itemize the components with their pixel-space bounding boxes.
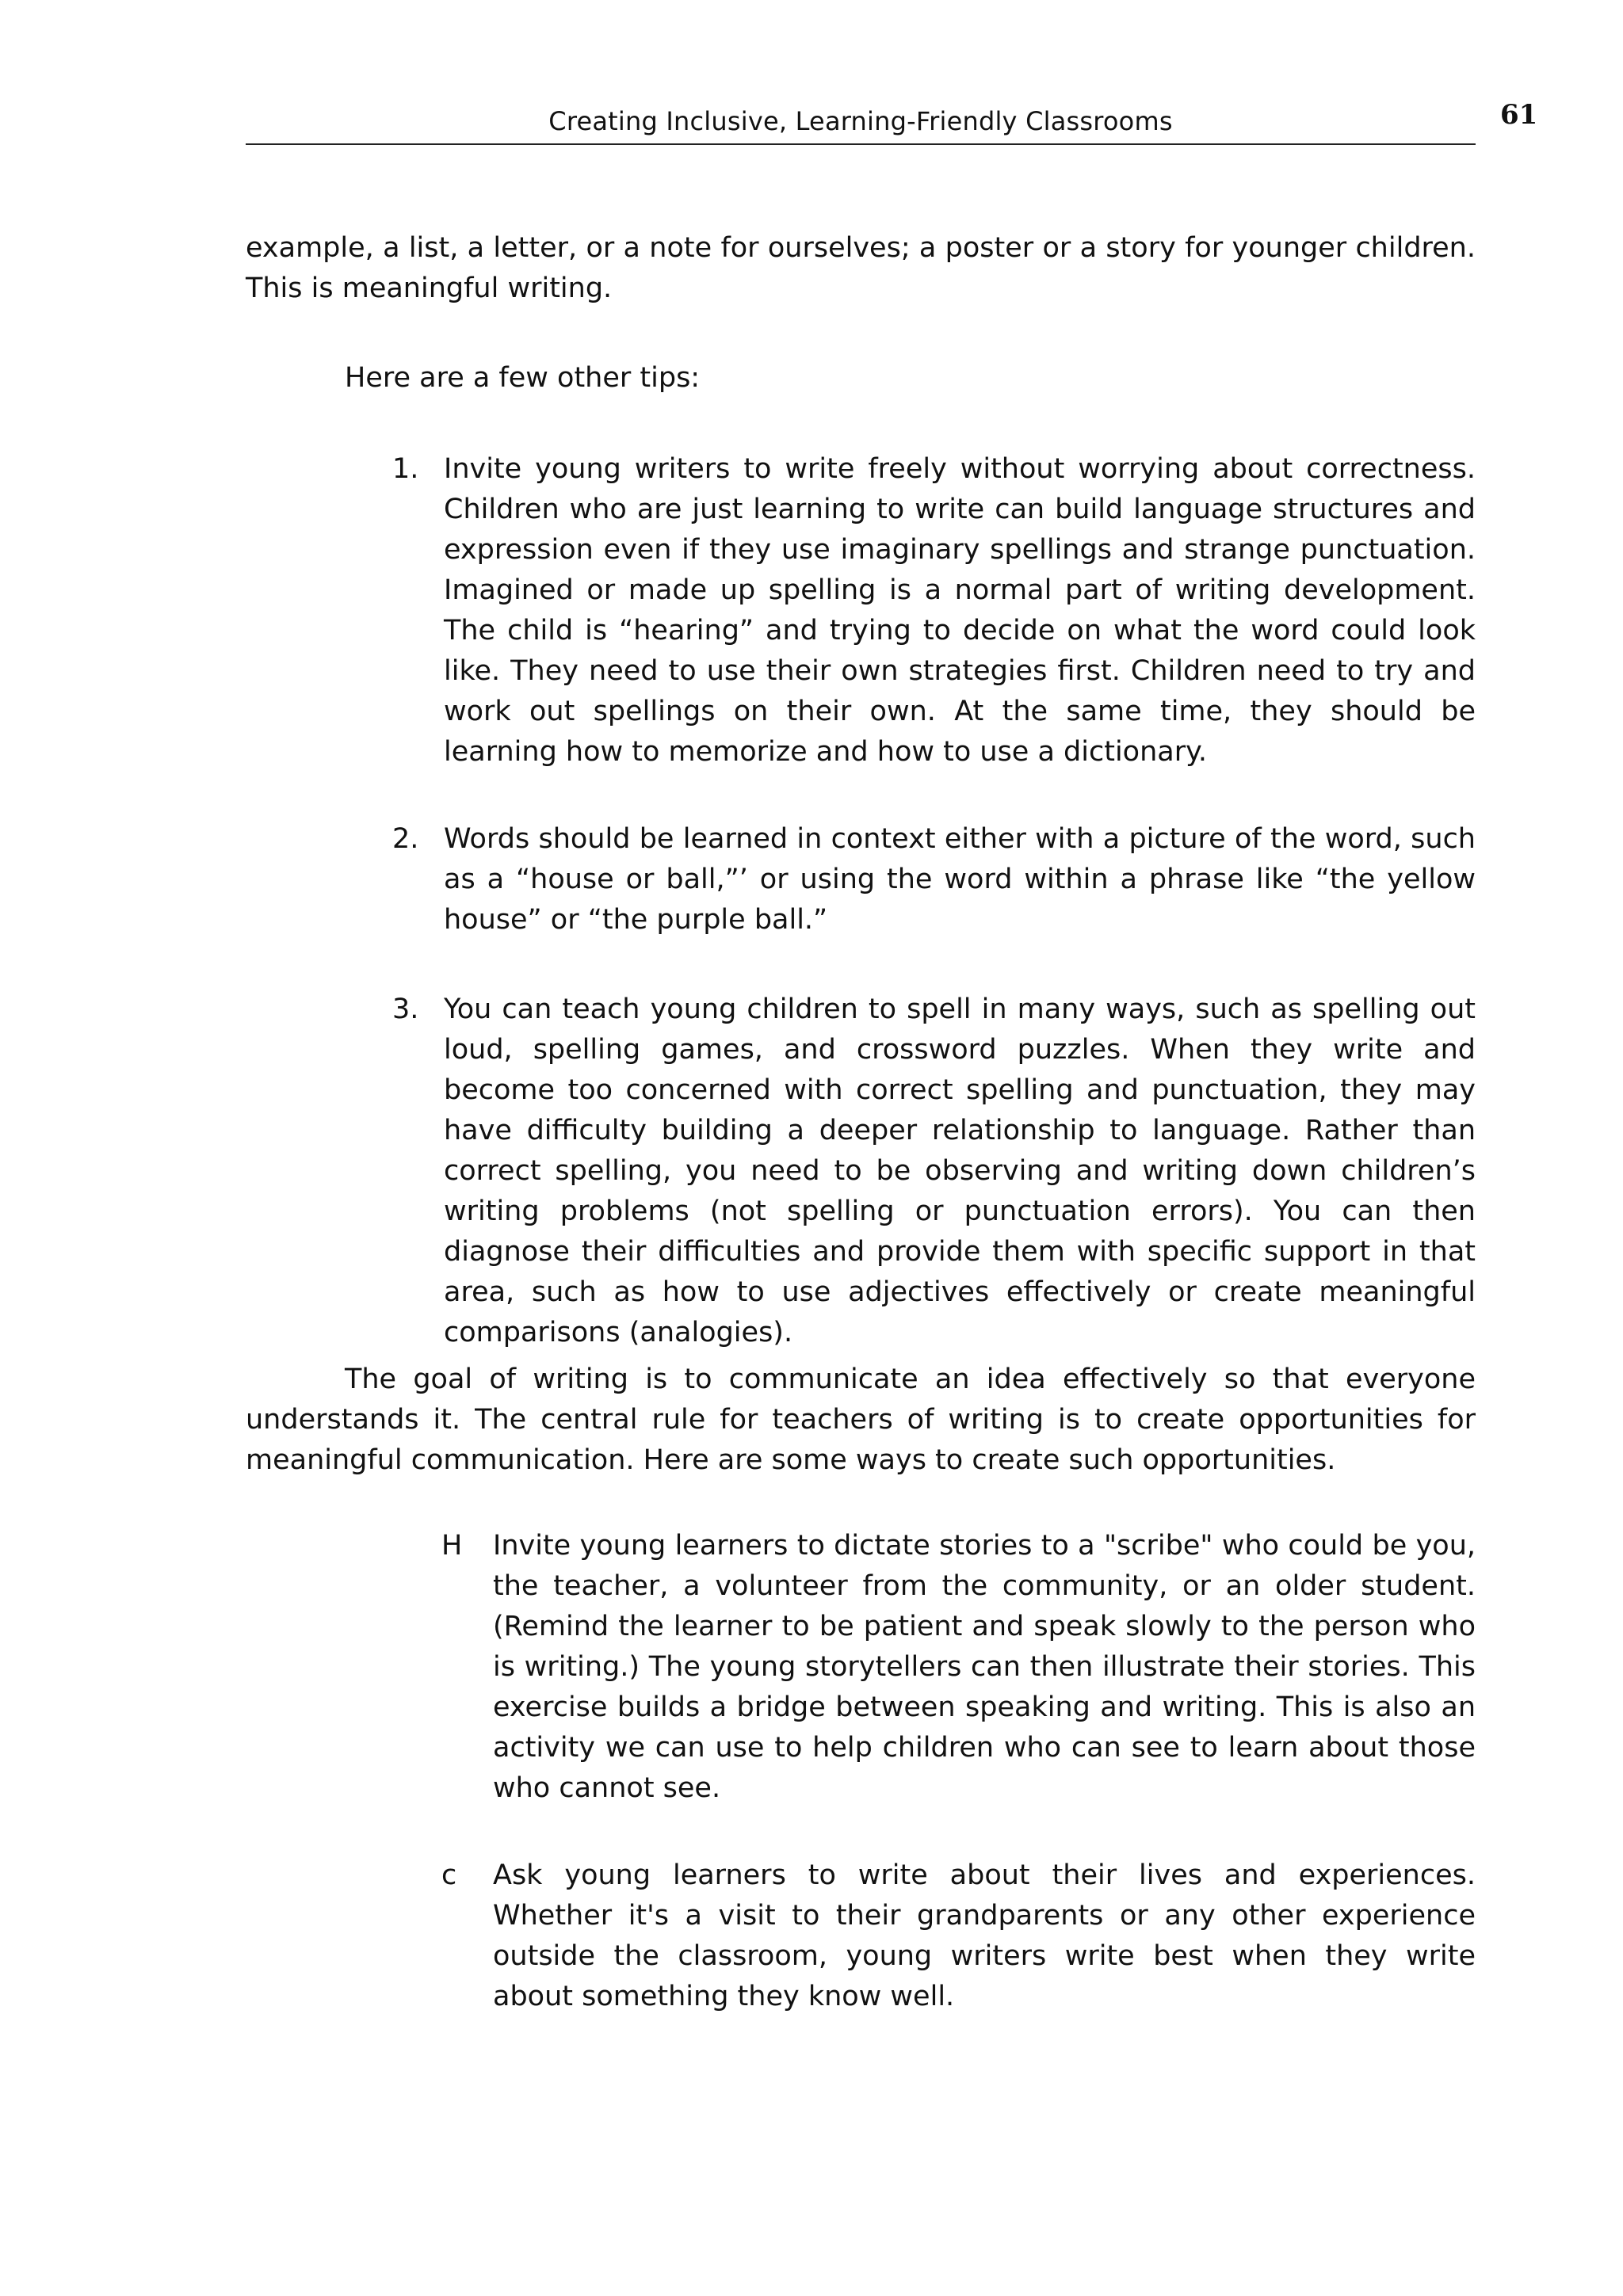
bullet-marker: c <box>441 1859 457 1891</box>
bullet-item-text: Invite young learners to dictate stories to a "scribe" who could be you, the teacher, a volunteer from the community, or an older student. (Remind the learner to be patient and speak slowly to the person who is writing.) The young storytellers can then illustrate their stories. This exercise builds a bridge between speaking and writing. This is also an activity we can use to help children who can see to learn about those who cannot see. <box>493 1530 1476 1804</box>
running-header: Creating Inclusive, Learning-Friendly Classrooms <box>548 106 1173 136</box>
bullet-item-text: Ask young learners to write about their lives and experiences. Whether it's a visit to their grandparents or any other experience outside the classroom, young writers write best when they write about something they know well. <box>493 1859 1476 2012</box>
goal-paragraph: The goal of writing is to communicate an idea effectively so that everyone understands it. The central rule for teachers of writing is to create opportunities for meaningful communication. Here are some ways to create such opportunities. <box>246 1363 1476 1476</box>
header-rule <box>246 143 1476 145</box>
list-item-text: Words should be learned in context either with a picture of the word, such as a “house or ball,”’ or using the word within a phrase like “the yellow house” or “the purple ball.” <box>444 823 1476 936</box>
intro-paragraph: example, a list, a letter, or a note for ourselves; a poster or a story for younger children. This is meaningful writing. <box>246 232 1476 304</box>
page-number: 61 <box>1500 99 1538 131</box>
bullet-marker: H <box>441 1530 463 1562</box>
list-number: 2. <box>392 823 419 855</box>
list-number: 1. <box>392 453 419 485</box>
list-number: 3. <box>392 994 419 1025</box>
list-item-text: Invite young writers to write freely without worrying about correctness. Children who are just learning to write can build language structures and expression even if they use imaginary spellings and strange punctuation. Imagined or made up spelling is a normal part of writing development. The child is “hearing” and trying to decide on what the word could look like. They need to use their own strategies first. Children need to try and work out spellings on their own. At the same time, they should be learning how to memorize and how to use a dictionary. <box>444 453 1476 768</box>
tips-lead-paragraph: Here are a few other tips: <box>345 362 701 394</box>
list-item-text: You can teach young children to spell in many ways, such as spelling out loud, spelling games, and crossword puzzles. When they write and become too concerned with correct spelling and punctuation, they may have difficulty building a deeper relationship to language. Rather than correct spelling, you need to be observing and writing down children’s writing problems (not spelling or punctuation errors). You can then diagnose their difficulties and provide them with specific support in that area, such as how to use adjectives effectively or create meaningful comparisons (analogies). <box>444 994 1476 1348</box>
